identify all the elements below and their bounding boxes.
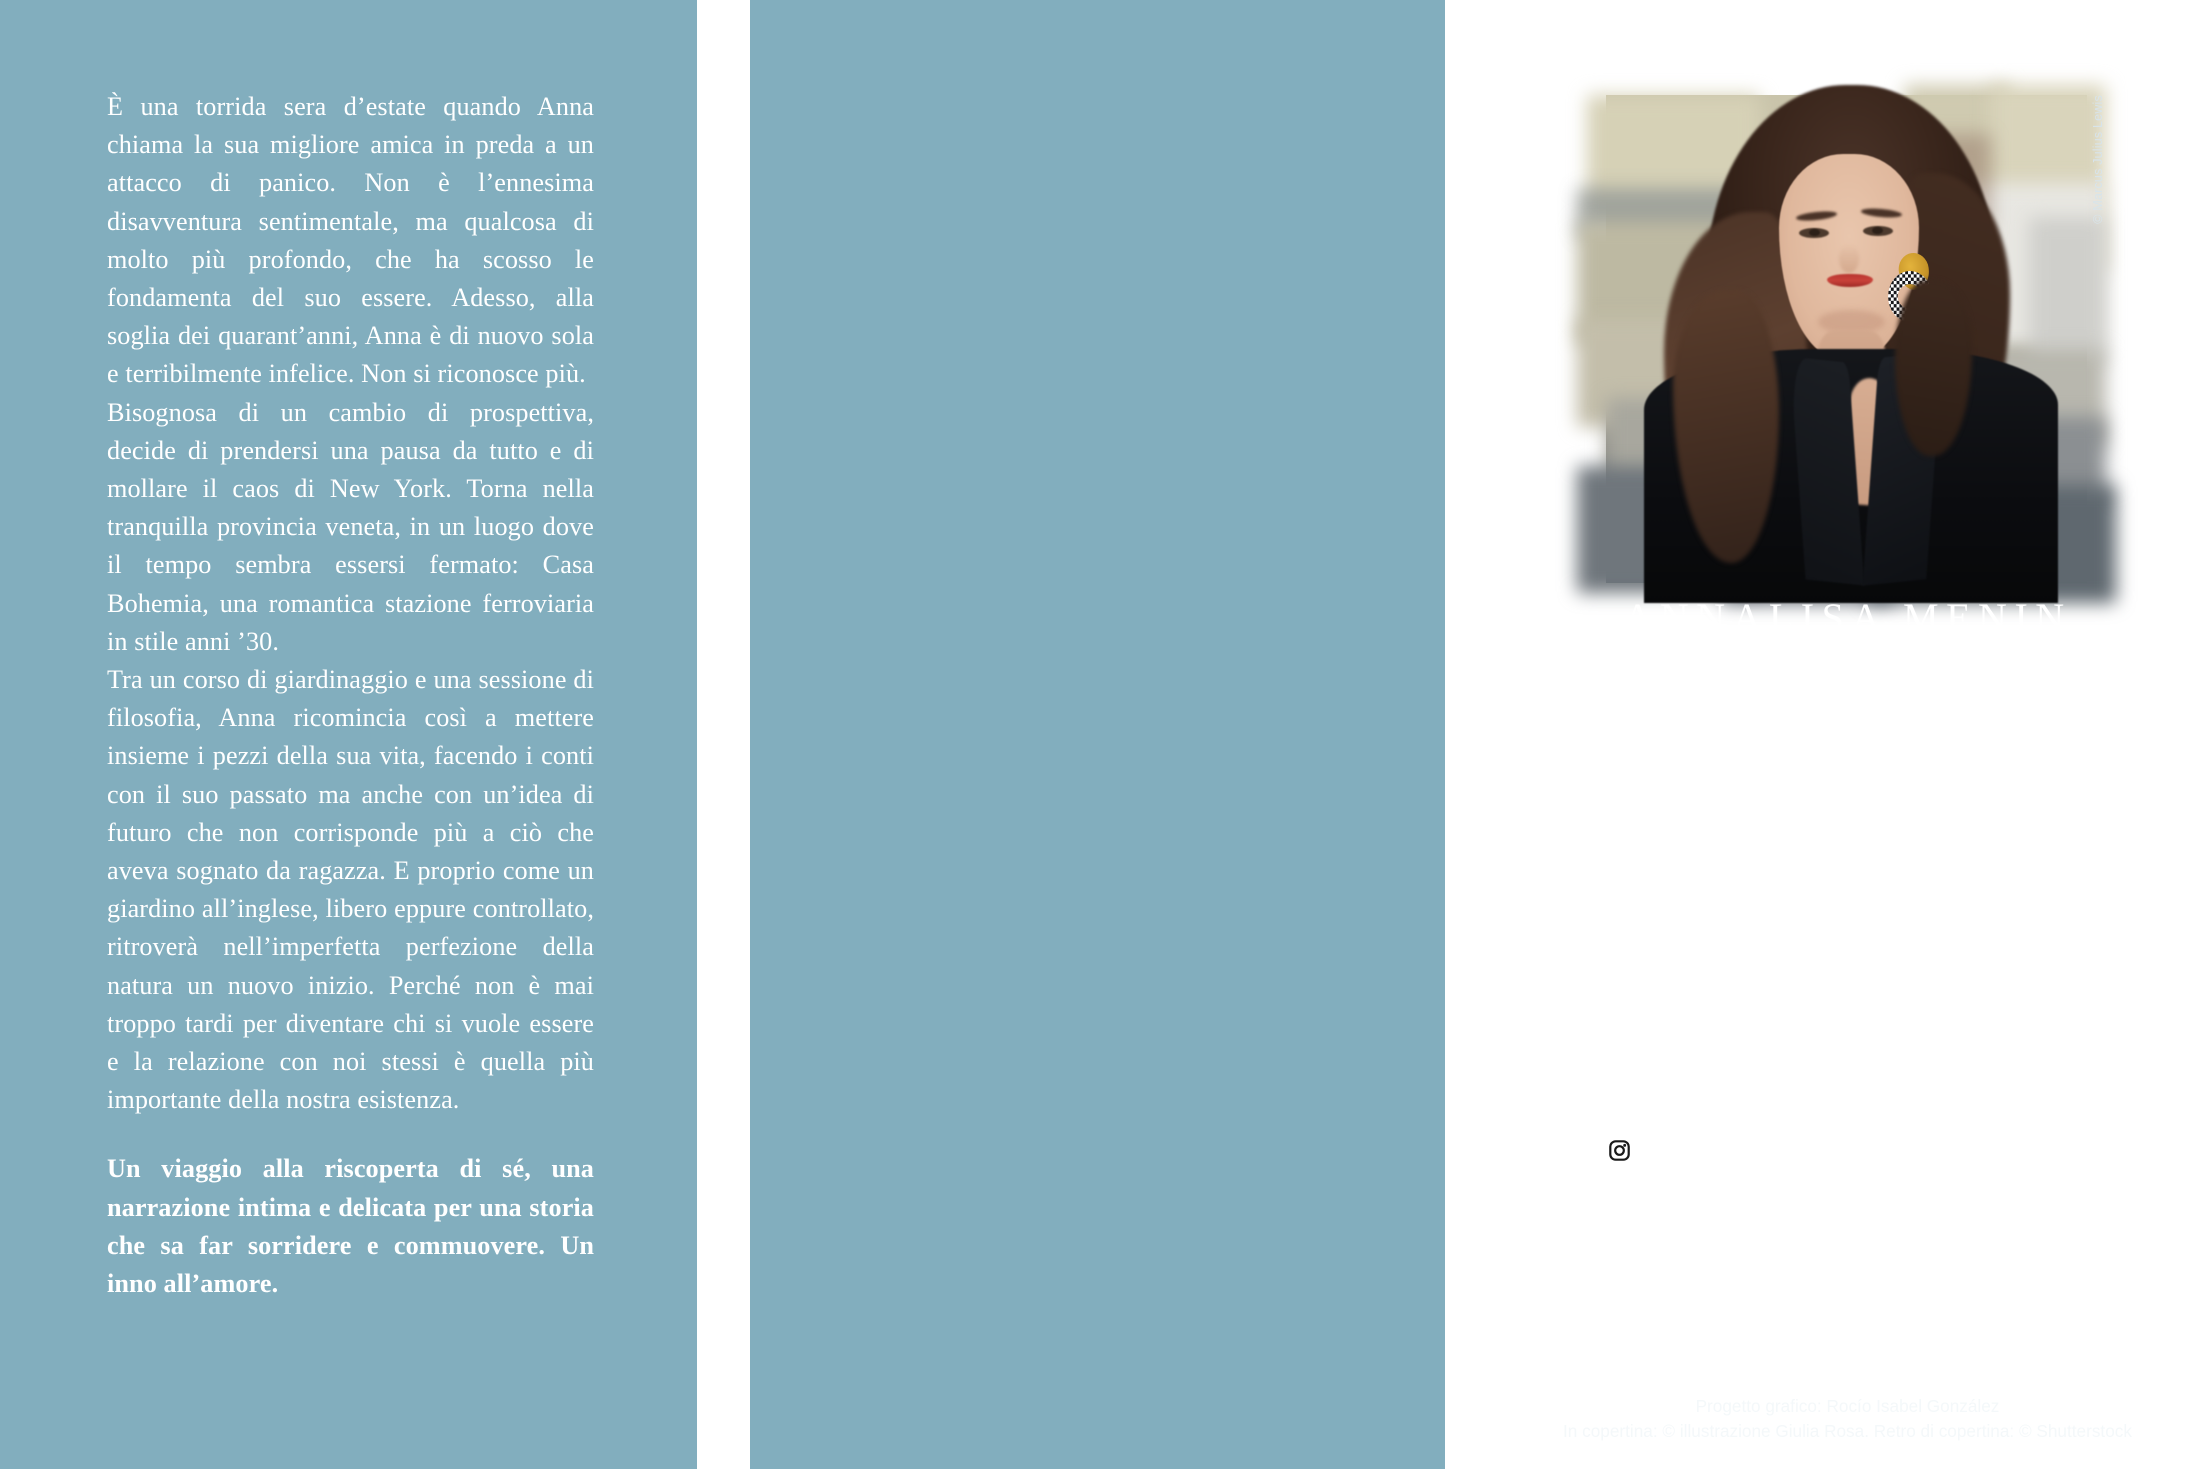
author-bio-paragraph-1	[1604, 650, 2091, 956]
blurb-text-block	[107, 88, 594, 1303]
author-name: ANNALISA MENIN	[1623, 595, 2072, 640]
blurb-paragraph-1: È una torrida sera d’estate quando Anna chiama la sua migliore amica in preda a un attacco di panico. Non è l’ennesima disavventura sentimentale, ma qualcosa di molto più profondo, che ha scosso le fondamenta del suo essere. Adesso, alla soglia dei quarant’anni, Anna è di nuovo sola e terribilmente infelice. Non si riconosce più.	[107, 92, 594, 389]
author-bio-paragraph-2: Grazie all’iniziativa benefica “Remembering Marco”, supporta giovani studenti italiani in procinto di vivere il Sogno Americano.	[1604, 959, 2091, 1066]
author-bio	[1604, 650, 2091, 1070]
blurb-paragraph-3: Tra un corso di giardinaggio e una sessione di filosofia, Anna ricomincia così a mettere insieme i pezzi della sua vita, facendo i conti con il suo passato ma anche con un’idea di futuro che non corrisponde più a ciò che aveva sognato da ragazza. E proprio come un giardino all’inglese, libero eppure controllato, ritroverà nell’imperfetta perfezione della natura un nuovo inizio. Perché non è mai troppo tardi per diventare chi si vuole essere e la relazione con noi stessi è quella più importante della nostra esistenza.	[107, 665, 594, 1115]
back-cover-panel	[0, 0, 697, 1469]
credit-illustration: In copertina: © illustrazione Giulia Rosa. Retro di copertina: © Shutterstock	[1563, 1421, 2132, 1441]
book-title-il-mio-ultimo-anno: Il mio ultimo anno a New York	[1604, 883, 1979, 913]
footer-block	[1500, 1278, 2195, 1444]
bio-text-3: (2017) e proseguita con	[1604, 883, 2091, 951]
portrait-nose	[1839, 244, 1858, 273]
bio-text-2: è il volume conclusivo di un’ideale trilogia iniziata con il volume autopubblicato	[1604, 806, 2091, 875]
portrait-pupil	[1809, 229, 1820, 236]
instagram-icon[interactable]	[1604, 1135, 1635, 1166]
author-photo	[1606, 95, 2087, 583]
production-credits	[1500, 1394, 2195, 1444]
spine-gutter	[697, 0, 750, 1469]
publisher-website[interactable]: www.giunti.it	[1779, 1278, 1916, 1304]
bio-text-1: è una scrittrice e imprenditrice esperta di Branding e Comunicazione. Veneziana di nascita, naturalizzata americana, si divide tra New York e l’Europa dal 2006.	[1604, 654, 2091, 798]
blurb-tagline: Un viaggio alla riscoperta di sé, una narrazione intima e delicata per una storia che sa far sorridere e commuovere. Un inno all’amore.	[107, 1154, 594, 1299]
blurb-paragraph-2: Bisognosa di un cambio di prospettiva, decide di prendersi una pausa da tutto e di mollare il caos di New York. Torna nella tranquilla provincia veneta, in un luogo dove il tempo sembra essersi fermato: Casa Bohemia, una romantica stazione ferroviaria in stile anni ’30.	[107, 397, 594, 656]
ebook-availability-note: Disponibile anche in versione ebook	[1659, 1330, 2036, 1357]
portrait-pupil	[1872, 227, 1883, 234]
instagram-row[interactable]	[1604, 1135, 1835, 1166]
photo-credit: © Marcus Julius Lewis	[2091, 95, 2105, 224]
book-title-il-traghettatore: Il Traghettatore	[1764, 921, 1930, 951]
credit-designer: Progetto grafico: Rocío Isabel González	[1695, 1396, 2000, 1416]
author-portrait-image	[1606, 95, 2087, 583]
flap-panel	[750, 0, 2132, 1469]
book-title-lanna-che-verra: L’Anna che verrà	[1604, 768, 2091, 836]
photo-bg-building	[2029, 217, 2106, 363]
instagram-handle[interactable]: annalisameninreal	[1646, 1138, 1836, 1163]
bio-text-4: (Giunti 2021).	[1929, 921, 2087, 951]
